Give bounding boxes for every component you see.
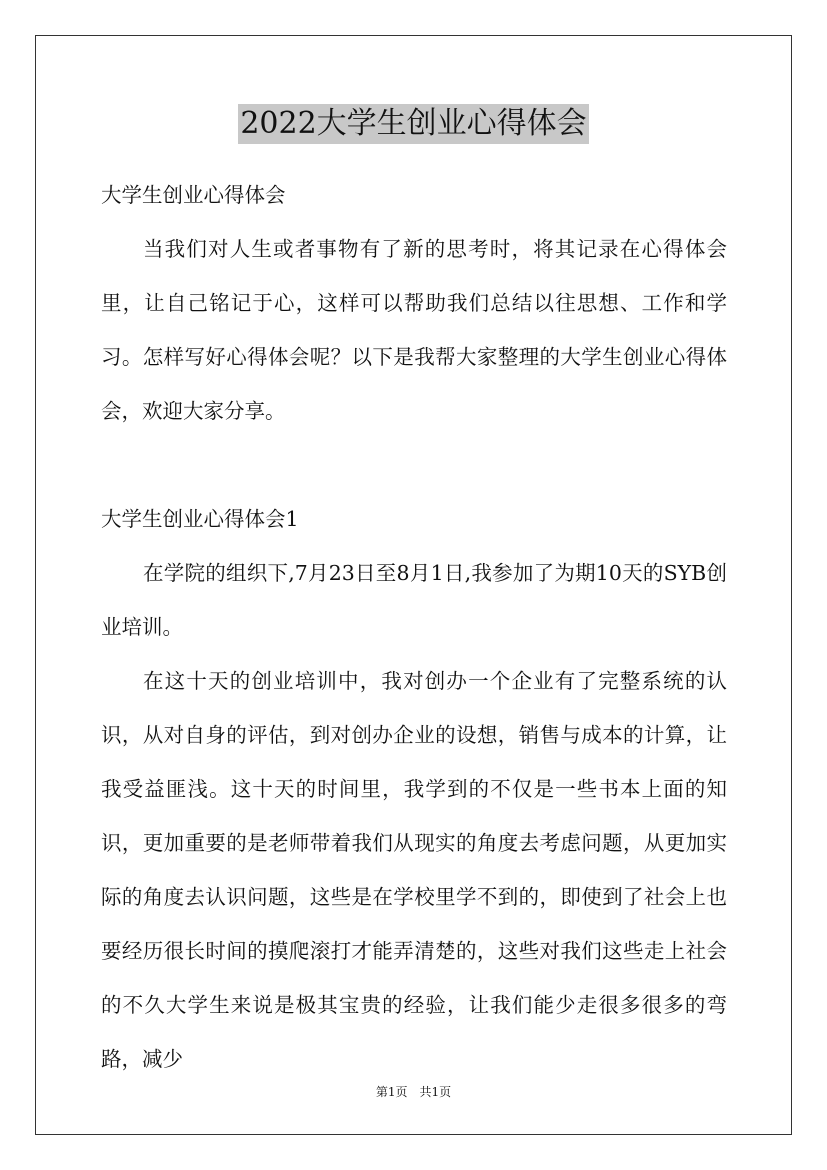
- page-number-total: 共1页: [419, 1085, 452, 1099]
- section-heading-1: 大学生创业心得体会1: [101, 507, 299, 531]
- document-body: [101, 168, 727, 1086]
- section-heading: 大学生创业心得体会: [101, 183, 286, 207]
- document-title-container: [0, 103, 827, 144]
- body-paragraph: 在学院的组织下,7月23日至8月1日,我参加了为期10天的SYB创业培训。: [101, 561, 727, 639]
- page-number-current: 第1页: [375, 1085, 408, 1099]
- document-title: 2022大学生创业心得体会: [238, 104, 588, 144]
- page-footer: [0, 1084, 827, 1100]
- intro-paragraph: 当我们对人生或者事物有了新的思考时，将其记录在心得体会里，让自己铭记于心，这样可以帮助我们总结以往思想、工作和学习。怎样写好心得体会呢？以下是我帮大家整理的大学生创业心得体会，欢迎大家分享。: [101, 237, 727, 423]
- body-paragraph: 在这十天的创业培训中，我对创办一个企业有了完整系统的认识，从对自身的评估，到对创办企业的设想，销售与成本的计算，让我受益匪浅。这十天的时间里，我学到的不仅是一些书本上面的知识，更加重要的是老师带着我们从现实的角度去考虑问题，从更加实际的角度去认识问题，这些是在学校里学不到的，即使到了社会上也要经历很长时间的摸爬滚打才能弄清楚的，这些对我们这些走上社会的不久大学生来说是极其宝贵的经验，让我们能少走很多很多的弯路，减少: [101, 669, 727, 1071]
